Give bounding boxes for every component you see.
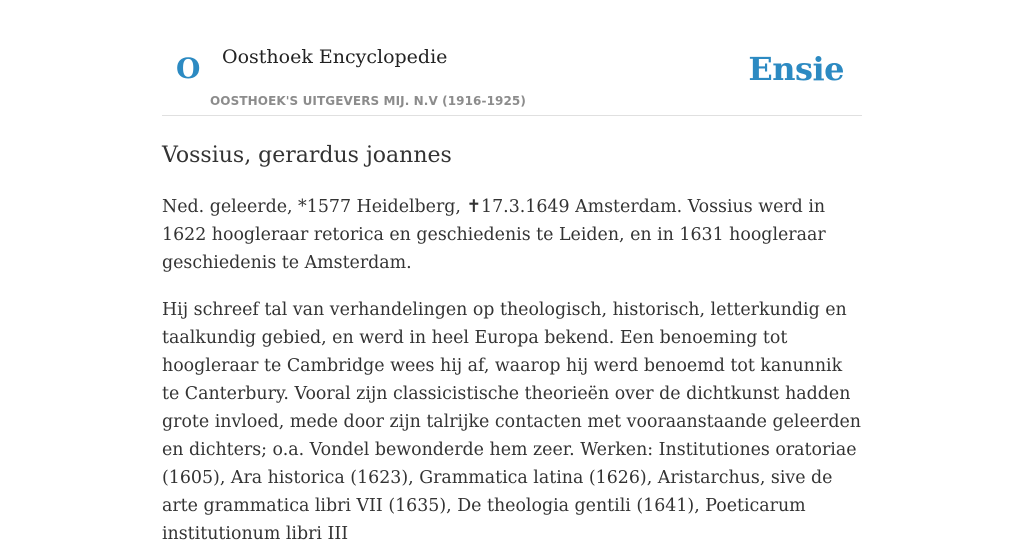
site-subtitle: OOSTHOEK'S UITGEVERS MIJ. N.V (1916-1925) [210,94,526,108]
logo-icon[interactable]: O [176,52,201,85]
ensie-brand-link[interactable]: Ensie [748,50,844,88]
article-title: Vossius, gerardus joannes [162,143,452,168]
article [162,142,862,548]
article-paragraph-1: Ned. geleerde, *1577 Heidelberg, ✝17.3.1649 Amsterdam. Vossius werd in 1622 hoogleraar retorica en geschiedenis te Leiden, en in 1631 hoogleraar geschiedenis te Amsterdam. [162,197,826,273]
article-paragraph-2: Hij schreef tal van verhandelingen op theologisch, historisch, letterkundig en taalkundig gebied, en werd in heel Europa bekend. Een benoeming tot hoogleraar te Cambridge wees hij af, waarop hij werd benoemd tot kanunnik te Canterbury. Vooral zijn classicistische theorieën over de dichtkunst hadden grote invloed, mede door zijn talrijke contacten met vooraanstaande geleerden en dichters; o.a. Vondel bewonderde hem zeer. Werken: Institutiones oratoriae (1605), Ara historica (1623), Grammatica latina (1626), Aristarchus, sive de arte grammatica libri VII (1635), De theologia gentili (1641), Poeticarum institutionum libri III [162,300,861,544]
site-title-link[interactable]: Oosthoek Encyclopedie [222,46,448,68]
page-container [162,0,862,548]
site-header [162,0,862,116]
